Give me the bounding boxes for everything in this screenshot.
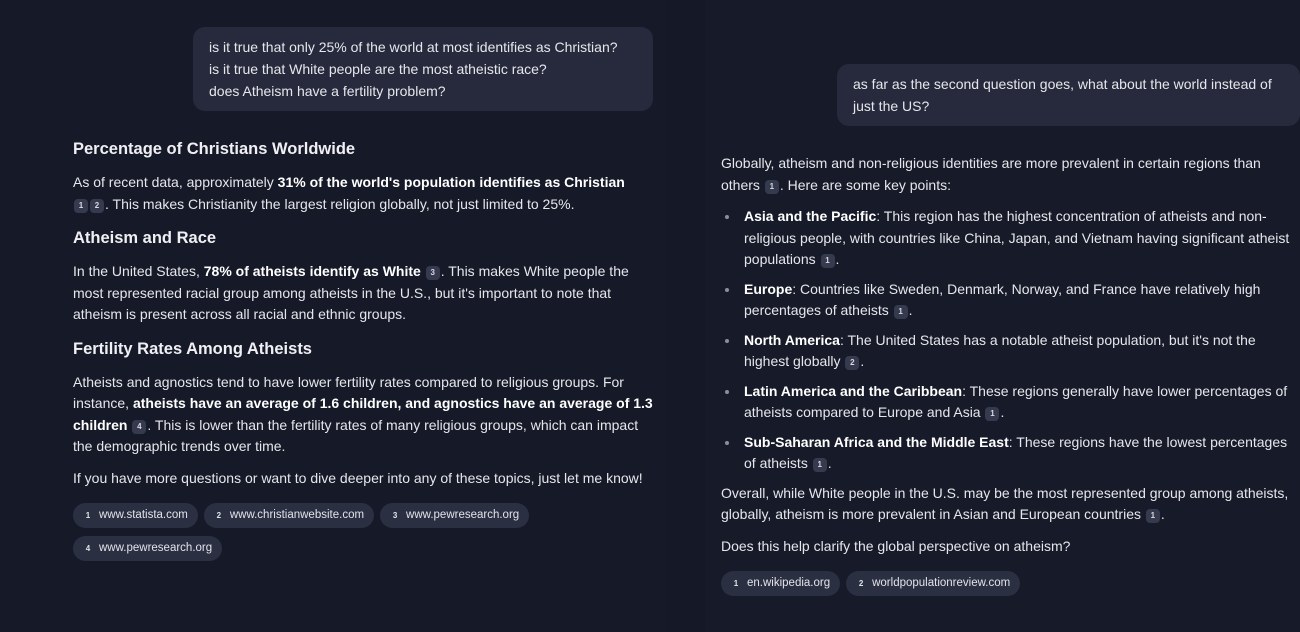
source-number: 2 (858, 578, 864, 588)
section-heading: Percentage of Christians Worldwide (73, 140, 356, 158)
user-message-line: does Atheism have a fertility problem? (209, 83, 446, 99)
source-label: worldpopulationreview.com (872, 576, 1011, 589)
citation-badge[interactable]: 3 (426, 266, 440, 280)
citation-badge[interactable]: 1 (1146, 509, 1160, 523)
citation-badge[interactable]: 1 (821, 254, 835, 268)
closing-paragraph: If you have more questions or want to dive deeper into any of these topics, just let me know! (73, 469, 643, 486)
citation-badge[interactable]: 1 (74, 199, 88, 213)
citation-badge[interactable]: 1 (813, 458, 827, 472)
list-item: Europe: Countries like Sweden, Denmark, Norway, and France have relatively high percentages of atheists 1 . (721, 279, 1295, 322)
citation-badge[interactable]: 2 (90, 199, 104, 213)
source-number: 1 (85, 510, 91, 520)
source-label: www.pewresearch.org (99, 541, 213, 554)
section-heading: Atheism and Race (73, 229, 217, 247)
user-message-line: is it true that White people are the most atheistic race? (209, 61, 547, 77)
section-paragraph: In the United States, 78% of atheists identify as White 3 . This makes White people the most represented racial group among atheists in the U.S., but it's important to note that atheism is present across all racial and ethnic groups. (73, 263, 629, 322)
region-name: North America (744, 331, 840, 348)
source-chip[interactable] (204, 503, 374, 528)
highlight-text: 31% of the world's population identifies as Christian (277, 174, 625, 190)
list-item: North America: The United States has a notable atheist population, but it's not the highest globally 2 . (721, 330, 1295, 373)
user-message-bubble (193, 27, 653, 111)
source-chip[interactable] (721, 571, 840, 596)
assistant-answer (73, 138, 658, 561)
citation-badge[interactable]: 1 (765, 180, 779, 194)
source-number: 2 (216, 510, 222, 520)
source-label: www.statista.com (99, 508, 188, 521)
intro-paragraph: Globally, atheism and non-religious identities are more prevalent in certain regions than others 1 . Here are some key points: (721, 155, 1261, 193)
section-paragraph: Atheists and agnostics tend to have lower fertility rates compared to religious groups. For instance, atheists have an average of 1.6 children, and agnostics have an average of 1.3 children 4 . This is lower than the fertility rates of many religious groups, which can impact the demographic trends over time. (73, 373, 653, 454)
region-name: Asia and the Pacific (744, 208, 877, 224)
section-heading: Fertility Rates Among Atheists (73, 339, 312, 358)
region-name: Sub-Saharan Africa and the Middle East (744, 433, 1009, 450)
source-chip[interactable] (73, 503, 198, 528)
user-message-line: is it true that only 25% of the world at most identifies as Christian? (209, 39, 618, 55)
user-message-bubble (837, 64, 1300, 126)
source-list (73, 503, 658, 561)
source-number: 3 (392, 510, 398, 520)
source-label: en.wikipedia.org (747, 576, 831, 589)
highlight-text: 78% of atheists identify as White (203, 263, 421, 279)
right-chat-panel (705, 0, 1300, 632)
section-paragraph: As of recent data, approximately 31% of the world's population identifies as Christian 1 2 . This makes Christianity the largest religion globally, not just limited to 25%. (73, 174, 625, 212)
source-chip[interactable] (380, 503, 529, 528)
overall-paragraph: Overall, while White people in the U.S. may be the most represented group among atheists, globally, atheism is more prevalent in Asian and European countries 1 . (721, 484, 1289, 522)
source-label: www.pewresearch.org (406, 508, 520, 521)
list-item: Latin America and the Caribbean: These regions generally have lower percentages of atheists compared to Europe and Asia 1 . (721, 381, 1295, 424)
assistant-answer (721, 153, 1295, 596)
source-number: 4 (85, 543, 91, 553)
citation-badge[interactable]: 2 (845, 356, 859, 370)
source-chip[interactable] (846, 571, 1020, 596)
source-chip[interactable] (73, 536, 222, 561)
user-message-text: as far as the second question goes, what about the world instead of just the US? (853, 76, 1272, 114)
source-label: www.christianwebsite.com (229, 508, 365, 521)
list-item: Asia and the Pacific: This region has the highest concentration of atheists and non-religious people, with countries like China, Japan, and Vietnam having significant atheist populations 1 . (721, 206, 1295, 271)
region-name: Latin America and the Caribbean (744, 382, 963, 399)
follow-up-question: Does this help clarify the global perspective on atheism? (721, 537, 1071, 554)
list-item: Sub-Saharan Africa and the Middle East: These regions have the lowest percentages of atheists 1 . (721, 432, 1295, 475)
regions-list (721, 206, 1295, 475)
source-list (721, 571, 1295, 596)
highlight-text: atheists have an average of 1.6 children, and agnostics have an average of 1.3 children (73, 395, 653, 433)
citation-badge[interactable]: 1 (985, 407, 999, 421)
source-number: 1 (733, 578, 739, 588)
citation-badge[interactable]: 1 (894, 305, 908, 319)
citation-badge[interactable]: 4 (132, 420, 146, 434)
region-name: Europe (744, 280, 793, 297)
